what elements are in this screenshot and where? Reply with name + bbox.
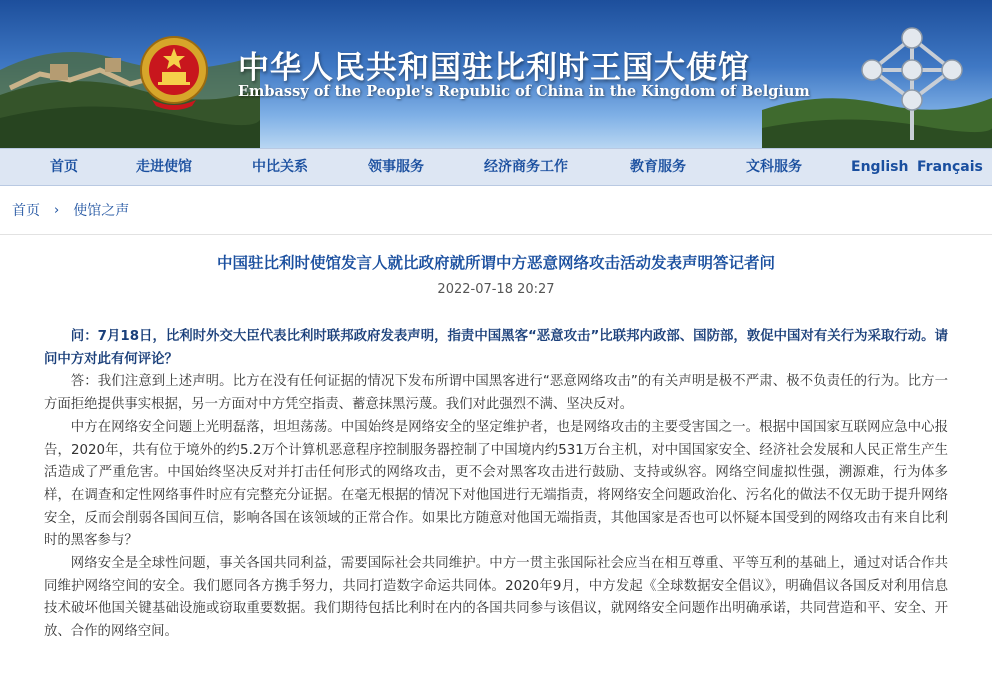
- article-paragraph: 网络安全是全球性问题，事关各国共同利益，需要国际社会共同维护。中方一贯主张国际社会应当在相互尊重、平等互利的基础上，通过对话合作共同维护网络空间的安全。我们愿同各方携手努力，共同打造数字命运共同体。2020年9月，中方发起《全球数据安全倡议》，明确倡议各国反对利用信息技术破坏他国关键基础设施或窃取重要数据。我们期待包括比利时在内的各国共同参与该倡议，就网络安全问题作出明确承诺，共同营造和平、安全、开放、合作的网络空间。: [44, 556, 948, 640]
- breadcrumb-home-link[interactable]: 首页: [12, 203, 40, 219]
- article-body: [44, 326, 948, 644]
- nav-item-francais[interactable]: Français: [917, 159, 983, 175]
- nav-item-china-belgium-relations[interactable]: 中比关系: [252, 159, 308, 175]
- nav-item-consular-services[interactable]: 领事服务: [368, 159, 424, 175]
- national-emblem-icon: [138, 32, 210, 112]
- embassy-title-en: Embassy of the People's Republic of China in the Kingdom of Belgium: [238, 83, 810, 100]
- article-title: 中国驻比利时使馆发言人就比政府就所谓中方恶意网络攻击活动发表声明答记者问: [216, 254, 775, 272]
- article-paragraph-question: 问：7月18日，比利时外交大臣代表比利时联邦政府发表声明，指责中国黑客“恶意攻击”比联邦内政部、国防部，敦促中国对有关行为采取行动。请问中方对此有何评论？: [44, 329, 948, 367]
- nav-item-about-embassy[interactable]: 走进使馆: [136, 159, 192, 175]
- article-paragraph: 答：我们注意到上述声明。比方在没有任何证据的情况下发布所谓中国黑客进行“恶意网络攻击”的有关声明是极不严肃、极不负责任的行为。比方一方面拒绝提供事实根据，另一方面对中方凭空指责、蓄意抹黑污蔑。我们对此强烈不满、坚决反对。: [44, 374, 948, 413]
- nav-item-home[interactable]: 首页: [50, 159, 78, 175]
- nav-item-education-services[interactable]: 教育服务: [630, 159, 686, 175]
- embassy-title-cn: 中华人民共和国驻比利时王国大使馆: [238, 50, 750, 86]
- main-nav: [0, 148, 992, 186]
- nav-item-economic-commercial[interactable]: 经济商务工作: [484, 159, 568, 175]
- article-date: 2022-07-18 20:27: [437, 282, 555, 297]
- breadcrumb: [0, 186, 992, 235]
- article-paragraph: 中方在网络安全问题上光明磊落，坦坦荡荡。中国始终是网络安全的坚定维护者，也是网络攻击的主要受害国之一。根据中国国家互联网应急中心报告，2020年，共有位于境外的约5.2万个计算机恶意程序控制服务器控制了中国境内约531万台主机，对中国国家安全、经济社会发展和人民正常生产生活造成了严重危害。中国始终坚决反对并打击任何形式的网络攻击，更不会对黑客攻击进行鼓励、支持或纵容。网络空间虚拟性强，溯源难，行为体多样，在调查和定性网络事件时应有完整充分证据。在毫无根据的情况下对他国进行无端指责，将网络安全问题政治化、污名化的做法不仅无助于提升网络安全，反而会削弱各国间互信，影响各国在该领域的正常合作。如果比方随意对他国无端指责，其他国家是否也可以怀疑本国受到的网络攻击有来自比利时的黑客参与？: [44, 419, 948, 549]
- atomium-illustration: [762, 0, 992, 148]
- nav-item-english[interactable]: English: [851, 159, 909, 175]
- nav-item-culture-science-services[interactable]: 文科服务: [746, 159, 802, 175]
- breadcrumb-current-link[interactable]: 使馆之声: [73, 203, 130, 219]
- chevron-right-icon: ›: [54, 202, 60, 218]
- article-header: [0, 235, 992, 297]
- great-wall-illustration: [0, 0, 260, 148]
- site-header: [0, 0, 992, 148]
